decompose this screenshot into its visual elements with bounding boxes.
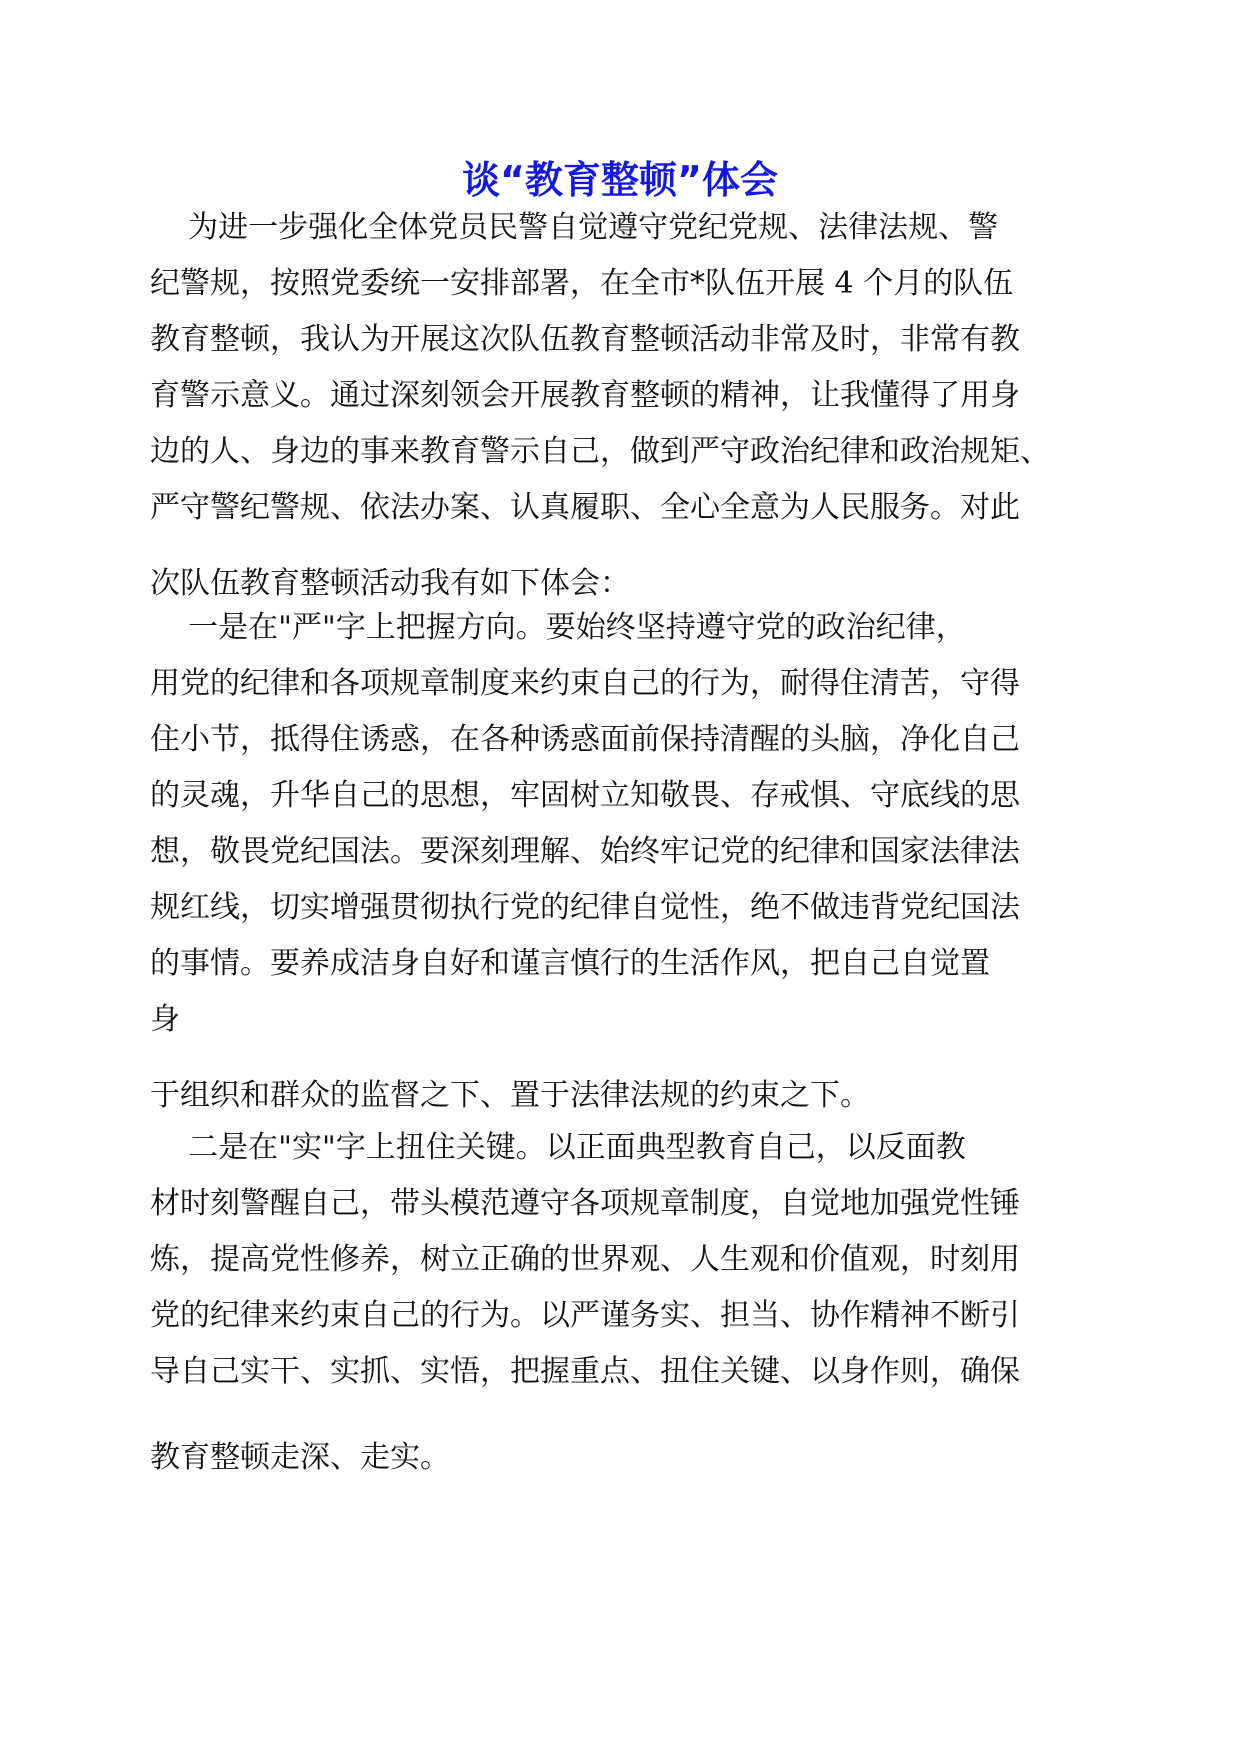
- text-line: 严守警纪警规、依法办案、认真履职、全心全意为人民服务。对此: [150, 490, 1020, 525]
- text-line: 用党的纪律和各项规章制度来约束自己的行为，耐得住清苦，守得: [150, 666, 1020, 701]
- text-line: 炼，提高党性修养，树立正确的世界观、人生观和价值观，时刻用: [150, 1242, 1020, 1277]
- paragraph-point-two: [150, 1120, 1110, 1486]
- text-line: 的事情。要养成洁身自好和谨言慎行的生活作风，把自己自觉置: [150, 946, 990, 981]
- text-line: 育警示意义。通过深刻领会开展教育整顿的精神，让我懂得了用身: [150, 378, 1020, 413]
- text-line: 教育整顿走深、走实。: [150, 1440, 450, 1475]
- text-line: 党的纪律来约束自己的行为。以严谨务实、担当、协作精神不断引: [150, 1298, 1020, 1333]
- text-line: 住小节，抵得住诱惑，在各种诱惑面前保持清醒的头脑，净化自己: [150, 722, 1020, 757]
- document-title: 谈“教育整顿”体会: [462, 158, 778, 202]
- text-line: 教育整顿，我认为开展这次队伍教育整顿活动非常及时，非常有教: [150, 322, 1020, 357]
- text-line: 次队伍教育整顿活动我有如下体会：: [150, 566, 630, 601]
- text-line: 的灵魂，升华自己的思想，牢固树立知敬畏、存戒惧、守底线的思: [150, 778, 1020, 813]
- text-line: 二是在"实"字上扭住关键。以正面典型教育自己，以反面教: [150, 1130, 966, 1165]
- text-line: 于组织和群众的监督之下、置于法律法规的约束之下。: [150, 1078, 870, 1113]
- text-line: 导自己实干、实抓、实悟，把握重点、扭住关键、以身作则，确保: [150, 1354, 1020, 1389]
- paragraph-intro: [150, 200, 1110, 612]
- text-line: 想，敬畏党纪国法。要深刻理解、始终牢记党的纪律和国家法律法: [150, 834, 1020, 869]
- text-line: 为进一步强化全体党员民警自觉遵守党纪党规、法律法规、警: [150, 210, 999, 245]
- text-line: 材时刻警醒自己，带头模范遵守各项规章制度，自觉地加强党性锤: [150, 1186, 1020, 1221]
- text-line: 身: [150, 1002, 180, 1037]
- text-line: 规红线，切实增强贯彻执行党的纪律自觉性，绝不做违背党纪国法: [150, 890, 1020, 925]
- text-line: 边的人、身边的事来教育警示自己，做到严守政治纪律和政治规矩、: [150, 434, 1050, 469]
- paragraph-point-one: [150, 600, 1110, 1124]
- text-line: 一是在"严"字上把握方向。要始终坚持遵守党的政治纪律，: [150, 610, 966, 645]
- text-line: 纪警规，按照党委统一安排部署，在全市*队伍开展 4 个月的队伍: [150, 266, 1014, 301]
